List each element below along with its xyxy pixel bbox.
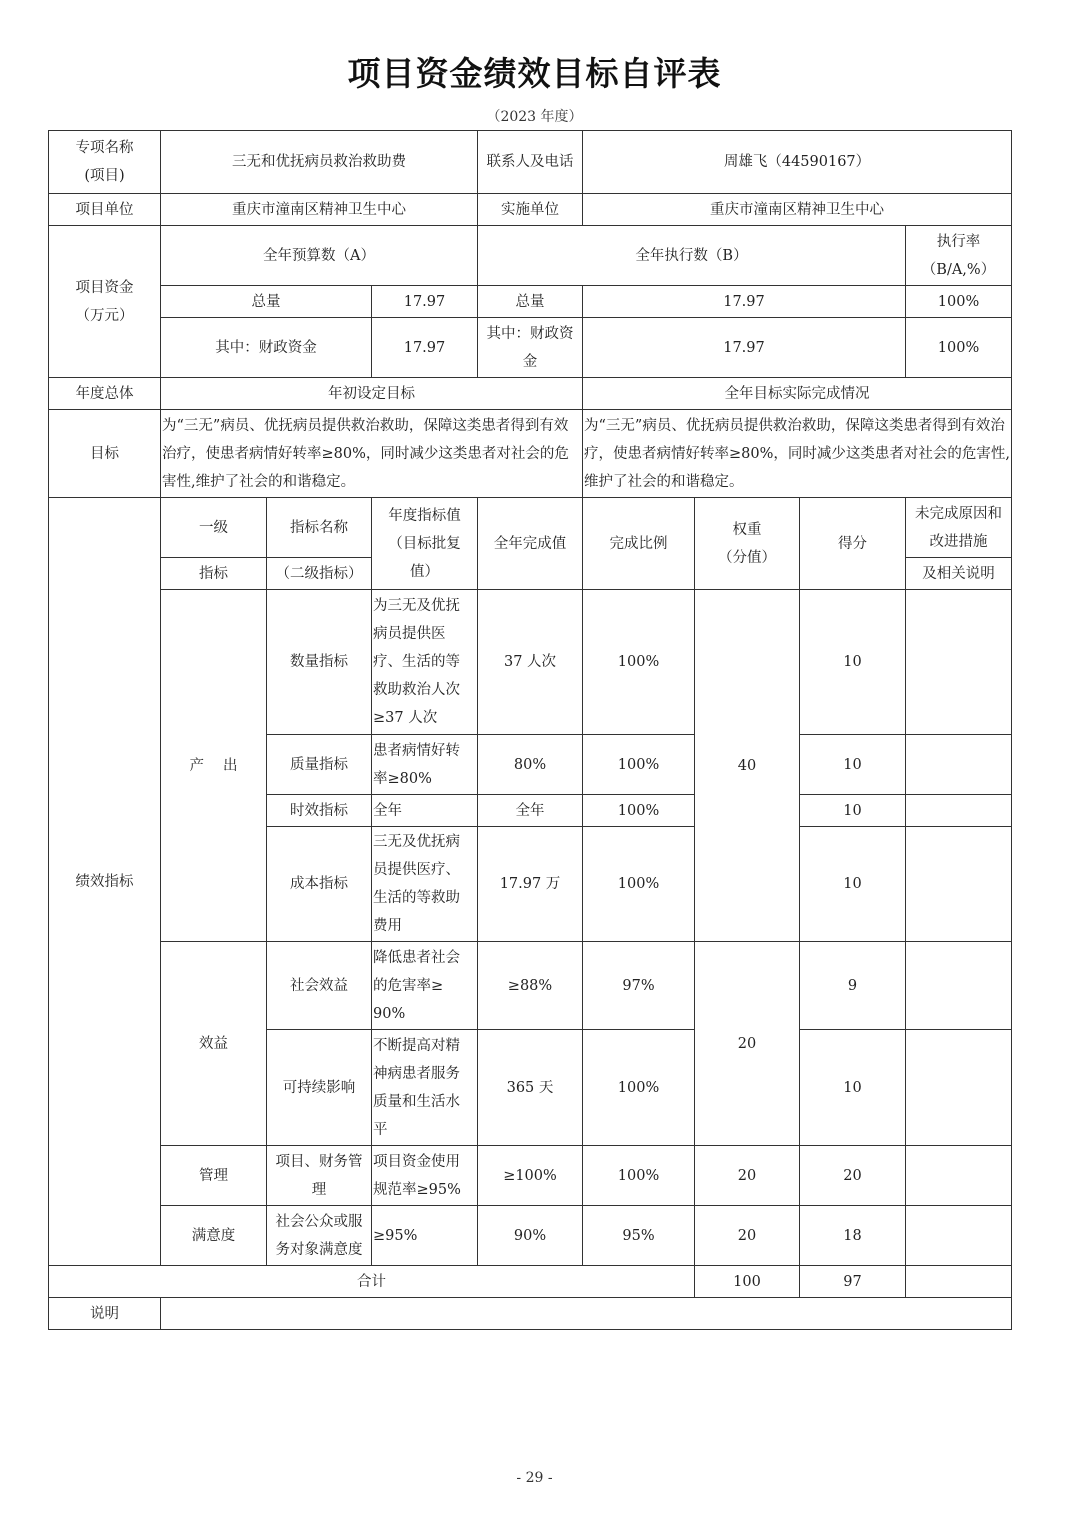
indicator-score-text: 9 [847, 977, 858, 994]
performance-label [48, 497, 161, 1266]
rate-header [905, 225, 1012, 286]
level1-header-top-text: 一级 [199, 519, 228, 536]
weight-value [694, 1145, 800, 1206]
completion-ratio-header [582, 497, 695, 590]
year-subtitle: （2023 年度） [486, 109, 583, 125]
total-weight-text: 100 [733, 1273, 761, 1290]
indicator-name-header-top-text: 指标名称 [290, 519, 348, 536]
total-label [48, 1265, 695, 1298]
indicator-target-text: 降低患者社会 的危害率≥ 90% [373, 949, 460, 1022]
indicator-ratio-text: 97% [622, 977, 655, 994]
actual-goal-header [582, 377, 1012, 410]
indicator-complete [477, 941, 583, 1030]
target-label-text: 目标 [90, 445, 119, 462]
indicator-target [371, 1205, 478, 1266]
level1-header-bottom [160, 557, 267, 590]
indicator-ratio-text: 100% [617, 802, 660, 819]
indicator-complete [477, 794, 583, 827]
indicator-ratio-text: 100% [617, 1167, 660, 1184]
indicator-reason [905, 1205, 1012, 1266]
performance-label-text: 绩效指标 [75, 873, 134, 890]
annual-target-header-text: 年度指标值 （目标批复 值） [388, 507, 461, 580]
project-unit-value [160, 193, 478, 226]
level1-indicator [160, 589, 267, 942]
actual-goal-header-text: 全年目标实际完成情况 [724, 385, 870, 402]
funds-label [48, 225, 161, 378]
indicator-ratio [582, 826, 695, 942]
indicator-reason [905, 1029, 1012, 1146]
fiscal-rate-value-text: 100% [937, 339, 980, 356]
indicator-complete [477, 1205, 583, 1266]
contact-label-text: 联系人及电话 [486, 154, 574, 170]
level1-indicator-text: 产 出 [189, 757, 238, 774]
indicator-name-text: 时效指标 [290, 802, 348, 819]
indicator-target [371, 734, 478, 795]
indicator-name [266, 1145, 372, 1206]
total-budget-label [160, 285, 372, 318]
indicator-complete-text: 80% [513, 756, 547, 773]
total-exec-value [582, 285, 906, 318]
indicator-complete-text: 365 天 [506, 1079, 554, 1096]
indicator-score [799, 1145, 906, 1206]
total-score [799, 1265, 906, 1298]
indicator-ratio [582, 1145, 695, 1206]
indicator-name-text: 社会公众或服 务对象满意度 [275, 1213, 363, 1258]
overall-label-text: 年度总体 [75, 385, 134, 402]
indicator-name [266, 589, 372, 735]
indicator-target-text: 全年 [373, 802, 402, 819]
total-budget-label-text: 总量 [251, 293, 281, 310]
indicator-complete-text: 37 人次 [503, 654, 557, 670]
level1-indicator [160, 1205, 267, 1266]
indicator-complete-text: ≥100% [503, 1167, 557, 1184]
level1-indicator-text: 管理 [199, 1167, 228, 1184]
indicator-ratio-text: 100% [617, 1079, 660, 1096]
project-unit-label [48, 193, 161, 226]
indicator-reason [905, 794, 1012, 827]
project-name-label [48, 130, 161, 194]
budget-header [160, 225, 478, 286]
indicator-reason [905, 1145, 1012, 1206]
indicator-score-text: 18 [843, 1227, 862, 1244]
indicator-reason [905, 826, 1012, 942]
implementing-unit-value-text: 重庆市潼南区精神卫生中心 [710, 201, 884, 218]
indicator-name-text: 项目、财务管 理 [275, 1153, 363, 1198]
note-value [160, 1297, 1012, 1330]
fiscal-budget-value [371, 317, 478, 378]
total-budget-value-text: 17.97 [403, 293, 446, 310]
weight-value-text: 20 [737, 1167, 757, 1184]
indicator-target [371, 826, 478, 942]
total-score-text: 97 [843, 1273, 862, 1290]
score-header-text: 得分 [838, 535, 867, 552]
initial-goal-text [160, 409, 583, 498]
indicator-complete-text: ≥88% [507, 977, 553, 994]
indicator-ratio [582, 794, 695, 827]
project-unit-label-text: 项目单位 [75, 201, 134, 218]
weight-value-text: 20 [737, 1035, 757, 1052]
fiscal-exec-value-text: 17.97 [723, 339, 765, 356]
project-name-label-text: 专项名称 (项目) [75, 140, 134, 184]
indicator-name-text: 可持续影响 [282, 1079, 356, 1096]
indicator-complete [477, 589, 583, 735]
indicator-complete-text: 90% [513, 1227, 547, 1244]
total-exec-label-text: 总量 [515, 293, 545, 310]
contact-value-text: 周雄飞（44590167） [723, 154, 871, 170]
note-label-text: 说明 [90, 1305, 119, 1322]
project-name-value [160, 130, 478, 194]
indicator-complete [477, 1029, 583, 1146]
level1-indicator-text: 效益 [199, 1035, 228, 1052]
weight-header-text: 权重 （分值） [718, 521, 776, 566]
indicator-name-header-bottom [266, 557, 372, 590]
annual-target-header [371, 497, 478, 590]
weight-value-text: 40 [737, 757, 757, 774]
indicator-target [371, 941, 478, 1030]
indicator-complete [477, 826, 583, 942]
indicator-target-text: 为三无及优抚 病员提供医 疗、生活的等 救助救治人次 ≥37 人次 [373, 598, 460, 726]
note-label [48, 1297, 161, 1330]
indicator-target [371, 1145, 478, 1206]
indicator-target-text: 项目资金使用 规范率≥95% [373, 1153, 461, 1198]
actual-goal-text-text: 为“三无”病员、优抚病员提供救治救助，保障这类患者得到有效治疗，使患者病情好转率≥80%，同时减少这类患者对社会的危害性,维护了社会的和谐稳定。 [584, 417, 1010, 490]
indicator-score [799, 1205, 906, 1266]
initial-goal-text-text: 为“三无”病员、优抚病员提供救治救助，保障这类患者得到有效治疗，使患者病情好转率≥80%，同时减少这类患者对社会的危害性,维护了社会的和谐稳定。 [162, 417, 569, 490]
contact-value [582, 130, 1012, 194]
total-weight [694, 1265, 800, 1298]
indicator-complete [477, 734, 583, 795]
level1-header-top [160, 497, 267, 558]
fiscal-exec-value [582, 317, 906, 378]
indicator-score [799, 734, 906, 795]
indicator-target-text: 患者病情好转 率≥80% [373, 742, 460, 787]
indicator-name-text: 数量指标 [290, 654, 348, 670]
indicator-name-text: 质量指标 [290, 756, 348, 773]
indicator-target-text: 不断提高对精 神病患者服务 质量和生活水 平 [373, 1037, 460, 1138]
indicator-reason [905, 941, 1012, 1030]
indicator-complete [477, 1145, 583, 1206]
indicator-score [799, 941, 906, 1030]
indicator-name-header-bottom-text: （二级指标） [275, 565, 363, 582]
total-rate-value-text: 100% [937, 293, 980, 310]
annual-complete-header [477, 497, 583, 590]
weight-value-text: 20 [737, 1227, 757, 1244]
indicator-name-text: 社会效益 [290, 977, 348, 994]
indicator-ratio [582, 734, 695, 795]
weight-header [694, 497, 800, 590]
indicator-score-text: 10 [843, 756, 862, 773]
level1-indicator-text: 满意度 [191, 1227, 236, 1244]
execution-header-text: 全年执行数（B） [635, 247, 748, 264]
indicator-reason [905, 734, 1012, 795]
reason-header-top [905, 497, 1012, 558]
completion-ratio-header-text: 完成比例 [609, 535, 668, 552]
indicator-name [266, 1205, 372, 1266]
indicator-reason [905, 589, 1012, 735]
budget-header-text: 全年预算数（A） [263, 247, 375, 264]
implementing-unit-label [477, 193, 583, 226]
indicator-score [799, 1029, 906, 1146]
level1-indicator [160, 941, 267, 1146]
indicator-score-text: 10 [843, 802, 862, 819]
indicator-score [799, 826, 906, 942]
funds-label-text: 项目资金 （万元） [75, 279, 134, 324]
reason-header-bottom [905, 557, 1012, 590]
score-header [799, 497, 906, 590]
indicator-name [266, 1029, 372, 1146]
fiscal-budget-label-text: 其中：财政资金 [215, 339, 317, 356]
indicator-score-text: 10 [843, 876, 862, 892]
annual-complete-header-text: 全年完成值 [493, 535, 567, 552]
indicator-name [266, 734, 372, 795]
overall-label [48, 377, 161, 410]
indicator-name-header-top [266, 497, 372, 558]
execution-header [477, 225, 906, 286]
indicator-name-text: 成本指标 [290, 876, 348, 892]
implementing-unit-value [582, 193, 1012, 226]
indicator-target-text: 三无及优抚病 员提供医疗、 生活的等救助 费用 [373, 834, 460, 934]
indicator-ratio-text: 95% [622, 1227, 655, 1244]
indicator-ratio [582, 941, 695, 1030]
indicator-ratio-text: 100% [617, 876, 660, 892]
indicator-target [371, 1029, 478, 1146]
indicator-score [799, 794, 906, 827]
reason-header-top-text: 未完成原因和 改进措施 [915, 505, 1002, 550]
rate-header-text: 执行率 （B/A,%） [921, 233, 996, 278]
indicator-ratio [582, 1029, 695, 1146]
fiscal-budget-value-text: 17.97 [403, 339, 446, 356]
indicator-score-text: 10 [843, 1079, 862, 1096]
total-label-text: 合计 [357, 1273, 386, 1290]
indicator-score-text: 20 [843, 1167, 862, 1184]
actual-goal-text [582, 409, 1012, 498]
indicator-name [266, 826, 372, 942]
level1-indicator [160, 1145, 267, 1206]
target-label [48, 409, 161, 498]
indicator-score-text: 10 [843, 654, 862, 670]
evaluation-table [49, 131, 1012, 1330]
fiscal-rate-value [905, 317, 1012, 378]
indicator-name [266, 794, 372, 827]
indicator-ratio-text: 100% [617, 654, 660, 670]
indicator-target [371, 589, 478, 735]
total-exec-value-text: 17.97 [723, 293, 765, 310]
page-number: - 29 - [516, 1470, 553, 1486]
implementing-unit-label-text: 实施单位 [501, 201, 559, 218]
weight-value [694, 1205, 800, 1266]
total-reason [905, 1265, 1012, 1298]
contact-label [477, 130, 583, 194]
total-budget-value [371, 285, 478, 318]
indicator-target-text: ≥95% [373, 1227, 418, 1244]
reason-header-bottom-text: 及相关说明 [922, 565, 995, 582]
project-unit-value-text: 重庆市潼南区精神卫生中心 [232, 201, 406, 218]
indicator-target [371, 794, 478, 827]
indicator-complete-text: 17.97 万 [499, 876, 561, 892]
indicator-score [799, 589, 906, 735]
fiscal-exec-label-text: 其中：财政资 金 [486, 325, 574, 370]
page-title: 项目资金绩效目标自评表 [347, 54, 722, 93]
indicator-complete-text: 全年 [515, 802, 545, 819]
indicator-name [266, 941, 372, 1030]
level1-header-bottom-text: 指标 [199, 565, 228, 582]
initial-goal-header [160, 377, 583, 410]
indicator-ratio-text: 100% [617, 756, 660, 773]
weight-value [694, 941, 800, 1146]
indicator-ratio [582, 1205, 695, 1266]
project-name-value-text: 三无和优抚病员救治救助费 [232, 154, 406, 170]
total-rate-value [905, 285, 1012, 318]
fiscal-exec-label [477, 317, 583, 378]
weight-value [694, 589, 800, 942]
indicator-ratio [582, 589, 695, 735]
total-exec-label [477, 285, 583, 318]
fiscal-budget-label [160, 317, 372, 378]
initial-goal-header-text: 年初设定目标 [328, 385, 415, 402]
